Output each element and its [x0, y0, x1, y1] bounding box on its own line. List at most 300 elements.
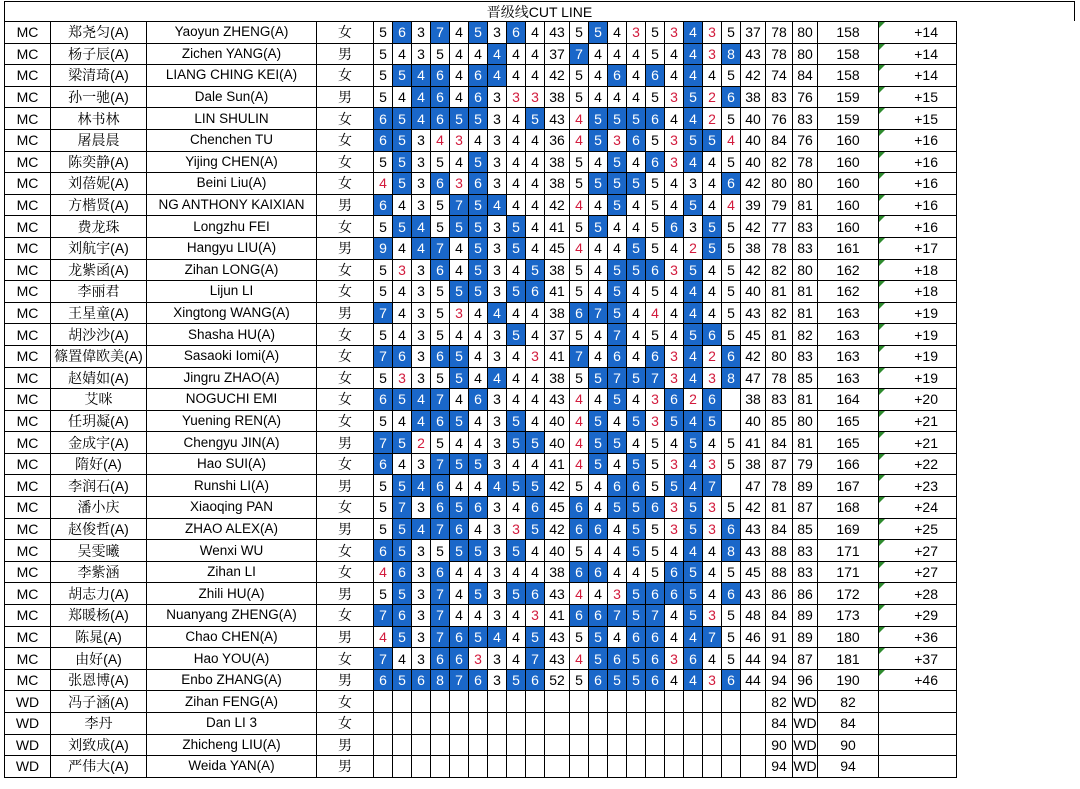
table-row — [5, 86, 957, 108]
back-hole-cell: 4 — [608, 410, 627, 432]
front-hole-cell: 4 — [488, 367, 507, 389]
back-hole-cell — [589, 691, 608, 713]
front-hole-cell: 6 — [526, 583, 545, 605]
chinese-name-cell: 赵俊哲(A) — [51, 518, 147, 540]
status-cell: MC — [5, 432, 51, 454]
total-cell: 90 — [818, 734, 879, 756]
status-cell: MC — [5, 129, 51, 151]
back-hole-cell: 5 — [589, 216, 608, 238]
table-row — [5, 389, 957, 411]
front-hole-cell: 6 — [431, 65, 450, 87]
front-hole-cell: 5 — [374, 367, 393, 389]
back-hole-cell: 4 — [608, 540, 627, 562]
front-hole-cell: 4 — [469, 129, 488, 151]
out-total-cell: 37 — [545, 324, 570, 346]
back-hole-cell: 3 — [665, 22, 684, 44]
back-hole-cell: 5 — [627, 540, 646, 562]
out-total-cell: 43 — [545, 108, 570, 130]
in-total-cell: 42 — [741, 216, 766, 238]
to-par-cell: +16 — [879, 129, 957, 151]
front-hole-cell: 4 — [526, 367, 545, 389]
back-hole-cell: 5 — [589, 432, 608, 454]
to-par-cell: +20 — [879, 389, 957, 411]
back-hole-cell: 4 — [608, 518, 627, 540]
back-hole-cell: 6 — [608, 475, 627, 497]
round1-cell: 78 — [766, 43, 793, 65]
back-hole-cell: 4 — [627, 43, 646, 65]
front-hole-cell: 4 — [450, 561, 469, 583]
front-hole-cell: 5 — [393, 216, 412, 238]
front-hole-cell: 5 — [374, 475, 393, 497]
table-row — [5, 22, 957, 44]
front-hole-cell: 4 — [393, 237, 412, 259]
chinese-name-cell: 李润石(A) — [51, 475, 147, 497]
english-name-cell: Xingtong WANG(A) — [147, 302, 317, 324]
back-hole-cell — [627, 691, 646, 713]
front-hole-cell: 6 — [431, 561, 450, 583]
gender-cell: 女 — [317, 108, 374, 130]
front-hole-cell: 6 — [507, 22, 526, 44]
out-total-cell: 41 — [545, 281, 570, 303]
back-hole-cell: 4 — [684, 302, 703, 324]
chinese-name-cell: 潘小庆 — [51, 497, 147, 519]
in-total-cell: 40 — [741, 151, 766, 173]
back-hole-cell: 4 — [665, 540, 684, 562]
front-hole-cell: 4 — [526, 561, 545, 583]
back-hole-cell: 4 — [589, 43, 608, 65]
front-hole-cell: 5 — [526, 259, 545, 281]
chinese-name-cell: 胡志力(A) — [51, 583, 147, 605]
front-hole-cell: 3 — [488, 237, 507, 259]
in-total-cell: 43 — [741, 540, 766, 562]
front-hole-cell — [526, 756, 545, 778]
back-hole-cell — [722, 389, 741, 411]
front-hole-cell — [431, 734, 450, 756]
back-hole-cell: 5 — [570, 22, 589, 44]
to-par-cell: +36 — [879, 626, 957, 648]
round2-cell: WD — [793, 713, 818, 735]
total-cell: 160 — [818, 151, 879, 173]
total-cell: 165 — [818, 432, 879, 454]
back-hole-cell: 5 — [627, 108, 646, 130]
back-hole-cell — [684, 691, 703, 713]
back-hole-cell — [589, 734, 608, 756]
front-hole-cell: 5 — [507, 410, 526, 432]
front-hole-cell: 5 — [374, 281, 393, 303]
front-hole-cell: 7 — [374, 605, 393, 627]
out-total-cell: 41 — [545, 216, 570, 238]
total-cell: 190 — [818, 669, 879, 691]
chinese-name-cell: 金成宇(A) — [51, 432, 147, 454]
back-hole-cell: 4 — [608, 237, 627, 259]
back-hole-cell: 5 — [570, 65, 589, 87]
back-hole-cell: 4 — [589, 324, 608, 346]
back-hole-cell: 5 — [589, 367, 608, 389]
status-cell: MC — [5, 475, 51, 497]
front-hole-cell: 5 — [374, 324, 393, 346]
back-hole-cell: 4 — [722, 129, 741, 151]
back-hole-cell: 4 — [703, 540, 722, 562]
front-hole-cell: 4 — [469, 345, 488, 367]
to-par-cell: +19 — [879, 345, 957, 367]
back-hole-cell: 5 — [570, 86, 589, 108]
back-hole-cell — [703, 756, 722, 778]
out-total-cell: 41 — [545, 453, 570, 475]
back-hole-cell: 5 — [703, 410, 722, 432]
to-par-cell: +16 — [879, 194, 957, 216]
in-total-cell: 42 — [741, 497, 766, 519]
back-hole-cell: 7 — [589, 302, 608, 324]
out-total-cell: 41 — [545, 345, 570, 367]
back-hole-cell: 4 — [703, 648, 722, 670]
total-cell: 82 — [818, 691, 879, 713]
back-hole-cell — [684, 756, 703, 778]
round2-cell: 81 — [793, 389, 818, 411]
back-hole-cell: 8 — [722, 367, 741, 389]
front-hole-cell: 5 — [450, 497, 469, 519]
back-hole-cell: 5 — [646, 432, 665, 454]
front-hole-cell: 5 — [507, 237, 526, 259]
front-hole-cell: 6 — [374, 194, 393, 216]
back-hole-cell: 4 — [703, 151, 722, 173]
status-cell: MC — [5, 237, 51, 259]
to-par-cell: +28 — [879, 583, 957, 605]
total-cell: 163 — [818, 367, 879, 389]
back-hole-cell: 4 — [627, 302, 646, 324]
table-row — [5, 108, 957, 130]
chinese-name-cell: 刘致成(A) — [51, 734, 147, 756]
gender-cell: 女 — [317, 281, 374, 303]
in-total-cell: 43 — [741, 43, 766, 65]
front-hole-cell: 4 — [507, 65, 526, 87]
total-cell: 166 — [818, 453, 879, 475]
in-total-cell: 39 — [741, 194, 766, 216]
front-hole-cell — [374, 756, 393, 778]
back-hole-cell: 4 — [684, 43, 703, 65]
back-hole-cell: 6 — [646, 626, 665, 648]
back-hole-cell — [608, 691, 627, 713]
total-cell: 160 — [818, 173, 879, 195]
back-hole-cell — [608, 734, 627, 756]
scorecard-sheet — [4, 1, 1075, 786]
front-hole-cell: 3 — [412, 302, 431, 324]
english-name-cell: Chengyu JIN(A) — [147, 432, 317, 454]
front-hole-cell: 5 — [431, 151, 450, 173]
to-par-cell: +17 — [879, 237, 957, 259]
round2-cell: 83 — [793, 108, 818, 130]
front-hole-cell: 5 — [507, 281, 526, 303]
back-hole-cell: 4 — [627, 65, 646, 87]
gender-cell: 女 — [317, 216, 374, 238]
gender-cell: 女 — [317, 367, 374, 389]
back-hole-cell — [589, 713, 608, 735]
front-hole-cell: 4 — [526, 302, 545, 324]
back-hole-cell — [646, 734, 665, 756]
back-hole-cell: 5 — [627, 237, 646, 259]
front-hole-cell: 5 — [526, 518, 545, 540]
out-total-cell: 42 — [545, 65, 570, 87]
front-hole-cell: 7 — [431, 605, 450, 627]
back-hole-cell: 4 — [703, 173, 722, 195]
back-hole-cell: 6 — [722, 345, 741, 367]
front-hole-cell: 6 — [412, 669, 431, 691]
back-hole-cell: 4 — [608, 86, 627, 108]
front-hole-cell: 5 — [393, 65, 412, 87]
front-hole-cell: 5 — [431, 302, 450, 324]
chinese-name-cell: 李丹 — [51, 713, 147, 735]
status-cell: MC — [5, 389, 51, 411]
back-hole-cell: 4 — [684, 367, 703, 389]
round1-cell: 76 — [766, 108, 793, 130]
front-hole-cell — [450, 713, 469, 735]
front-hole-cell — [412, 691, 431, 713]
round2-cell: WD — [793, 691, 818, 713]
front-hole-cell: 4 — [469, 410, 488, 432]
total-cell: 181 — [818, 648, 879, 670]
total-cell: 171 — [818, 540, 879, 562]
chinese-name-cell: 冯子涵(A) — [51, 691, 147, 713]
total-cell: 167 — [818, 475, 879, 497]
gender-cell: 女 — [317, 605, 374, 627]
front-hole-cell: 4 — [526, 151, 545, 173]
round2-cell: 83 — [793, 561, 818, 583]
back-hole-cell: 4 — [665, 669, 684, 691]
front-hole-cell: 3 — [412, 540, 431, 562]
back-hole-cell: 3 — [665, 151, 684, 173]
round1-cell: 78 — [766, 367, 793, 389]
back-hole-cell: 5 — [627, 648, 646, 670]
english-name-cell: Longzhu FEI — [147, 216, 317, 238]
total-cell: 159 — [818, 108, 879, 130]
back-hole-cell: 4 — [703, 281, 722, 303]
back-hole-cell: 4 — [703, 583, 722, 605]
round2-cell: 89 — [793, 475, 818, 497]
front-hole-cell: 4 — [526, 129, 545, 151]
back-hole-cell: 8 — [722, 540, 741, 562]
gender-cell: 男 — [317, 302, 374, 324]
to-par-cell: +16 — [879, 216, 957, 238]
back-hole-cell: 5 — [570, 367, 589, 389]
back-hole-cell: 3 — [665, 453, 684, 475]
table-row — [5, 432, 957, 454]
status-cell: WD — [5, 756, 51, 778]
front-hole-cell: 5 — [374, 410, 393, 432]
front-hole-cell: 6 — [393, 345, 412, 367]
back-hole-cell: 5 — [684, 129, 703, 151]
chinese-name-cell: 李丽君 — [51, 281, 147, 303]
front-hole-cell: 4 — [526, 22, 545, 44]
back-hole-cell: 5 — [646, 173, 665, 195]
back-hole-cell: 5 — [684, 583, 703, 605]
out-total-cell: 43 — [545, 583, 570, 605]
front-hole-cell: 6 — [431, 497, 450, 519]
table-row — [5, 648, 957, 670]
round2-cell: 96 — [793, 669, 818, 691]
round1-cell: 80 — [766, 345, 793, 367]
round2-cell: 83 — [793, 345, 818, 367]
round1-cell: 81 — [766, 497, 793, 519]
front-hole-cell: 4 — [507, 302, 526, 324]
back-hole-cell — [703, 734, 722, 756]
front-hole-cell: 4 — [412, 475, 431, 497]
back-hole-cell: 5 — [608, 151, 627, 173]
round1-cell: 87 — [766, 453, 793, 475]
front-hole-cell — [393, 734, 412, 756]
back-hole-cell: 6 — [646, 259, 665, 281]
back-hole-cell: 4 — [703, 259, 722, 281]
front-hole-cell: 6 — [469, 65, 488, 87]
front-hole-cell: 3 — [488, 605, 507, 627]
gender-cell: 女 — [317, 691, 374, 713]
back-hole-cell: 7 — [608, 605, 627, 627]
back-hole-cell: 4 — [703, 432, 722, 454]
back-hole-cell: 5 — [570, 324, 589, 346]
front-hole-cell: 4 — [412, 65, 431, 87]
back-hole-cell: 4 — [589, 540, 608, 562]
front-hole-cell: 6 — [450, 518, 469, 540]
back-hole-cell: 3 — [665, 367, 684, 389]
front-hole-cell: 4 — [507, 43, 526, 65]
table-row — [5, 669, 957, 691]
front-hole-cell: 7 — [431, 518, 450, 540]
english-name-cell: Weida YAN(A) — [147, 756, 317, 778]
round1-cell: 84 — [766, 432, 793, 454]
out-total-cell: 37 — [545, 43, 570, 65]
back-hole-cell: 5 — [684, 561, 703, 583]
to-par-cell: +14 — [879, 43, 957, 65]
back-hole-cell: 5 — [722, 648, 741, 670]
in-total-cell: 40 — [741, 108, 766, 130]
round2-cell: 81 — [793, 281, 818, 303]
leaderboard-table — [4, 21, 957, 778]
round2-cell: 82 — [793, 324, 818, 346]
status-cell: WD — [5, 713, 51, 735]
out-total-cell — [545, 756, 570, 778]
front-hole-cell: 5 — [507, 432, 526, 454]
back-hole-cell — [627, 756, 646, 778]
front-hole-cell: 6 — [526, 497, 545, 519]
front-hole-cell: 4 — [469, 605, 488, 627]
english-name-cell: Yuening REN(A) — [147, 410, 317, 432]
back-hole-cell: 6 — [646, 583, 665, 605]
front-hole-cell: 3 — [488, 410, 507, 432]
out-total-cell: 38 — [545, 259, 570, 281]
table-row — [5, 65, 957, 87]
back-hole-cell: 5 — [722, 281, 741, 303]
front-hole-cell: 5 — [450, 410, 469, 432]
back-hole-cell: 3 — [665, 259, 684, 281]
back-hole-cell: 2 — [684, 389, 703, 411]
back-hole-cell: 6 — [646, 108, 665, 130]
english-name-cell: LIANG CHING KEI(A) — [147, 65, 317, 87]
to-par-cell: +18 — [879, 259, 957, 281]
front-hole-cell: 5 — [374, 497, 393, 519]
out-total-cell: 52 — [545, 669, 570, 691]
table-row — [5, 259, 957, 281]
english-name-cell: Dan LI 3 — [147, 713, 317, 735]
back-hole-cell: 4 — [570, 453, 589, 475]
front-hole-cell — [431, 756, 450, 778]
back-hole-cell — [722, 713, 741, 735]
english-name-cell: Dale Sun(A) — [147, 86, 317, 108]
to-par-cell — [879, 734, 957, 756]
chinese-name-cell: 严伟大(A) — [51, 756, 147, 778]
back-hole-cell — [665, 713, 684, 735]
front-hole-cell — [450, 691, 469, 713]
total-cell: 172 — [818, 583, 879, 605]
front-hole-cell: 6 — [431, 173, 450, 195]
front-hole-cell: 4 — [507, 648, 526, 670]
front-hole-cell: 5 — [450, 367, 469, 389]
back-hole-cell: 4 — [627, 281, 646, 303]
back-hole-cell — [722, 475, 741, 497]
front-hole-cell: 8 — [431, 669, 450, 691]
back-hole-cell: 5 — [570, 216, 589, 238]
back-hole-cell: 5 — [722, 151, 741, 173]
total-cell: 160 — [818, 216, 879, 238]
total-cell: 162 — [818, 259, 879, 281]
front-hole-cell: 3 — [488, 389, 507, 411]
table-row — [5, 129, 957, 151]
gender-cell: 女 — [317, 129, 374, 151]
front-hole-cell: 6 — [374, 669, 393, 691]
table-row — [5, 237, 957, 259]
gender-cell: 男 — [317, 734, 374, 756]
front-hole-cell: 5 — [374, 518, 393, 540]
front-hole-cell: 5 — [469, 216, 488, 238]
in-total-cell: 47 — [741, 367, 766, 389]
back-hole-cell — [722, 734, 741, 756]
back-hole-cell: 3 — [703, 497, 722, 519]
gender-cell: 男 — [317, 518, 374, 540]
total-cell: 171 — [818, 561, 879, 583]
gender-cell: 女 — [317, 410, 374, 432]
back-hole-cell: 6 — [570, 302, 589, 324]
table-row — [5, 345, 957, 367]
total-cell: 163 — [818, 302, 879, 324]
back-hole-cell: 5 — [646, 324, 665, 346]
english-name-cell: Hao YOU(A) — [147, 648, 317, 670]
back-hole-cell: 4 — [684, 475, 703, 497]
front-hole-cell — [393, 756, 412, 778]
back-hole-cell: 5 — [684, 432, 703, 454]
total-cell: 161 — [818, 237, 879, 259]
status-cell: MC — [5, 173, 51, 195]
chinese-name-cell: 费龙珠 — [51, 216, 147, 238]
back-hole-cell: 4 — [665, 281, 684, 303]
back-hole-cell — [646, 691, 665, 713]
back-hole-cell — [608, 756, 627, 778]
front-hole-cell: 4 — [412, 108, 431, 130]
total-cell: 158 — [818, 22, 879, 44]
english-name-cell: Zihan FENG(A) — [147, 691, 317, 713]
front-hole-cell: 4 — [393, 281, 412, 303]
back-hole-cell: 4 — [589, 259, 608, 281]
back-hole-cell: 5 — [627, 518, 646, 540]
front-hole-cell: 3 — [412, 583, 431, 605]
gender-cell: 男 — [317, 626, 374, 648]
back-hole-cell — [627, 713, 646, 735]
gender-cell: 女 — [317, 540, 374, 562]
back-hole-cell: 4 — [665, 194, 684, 216]
front-hole-cell: 4 — [507, 151, 526, 173]
status-cell: WD — [5, 691, 51, 713]
back-hole-cell: 3 — [608, 583, 627, 605]
front-hole-cell: 2 — [412, 432, 431, 454]
english-name-cell: Zhili HU(A) — [147, 583, 317, 605]
back-hole-cell: 5 — [646, 237, 665, 259]
front-hole-cell: 5 — [469, 583, 488, 605]
